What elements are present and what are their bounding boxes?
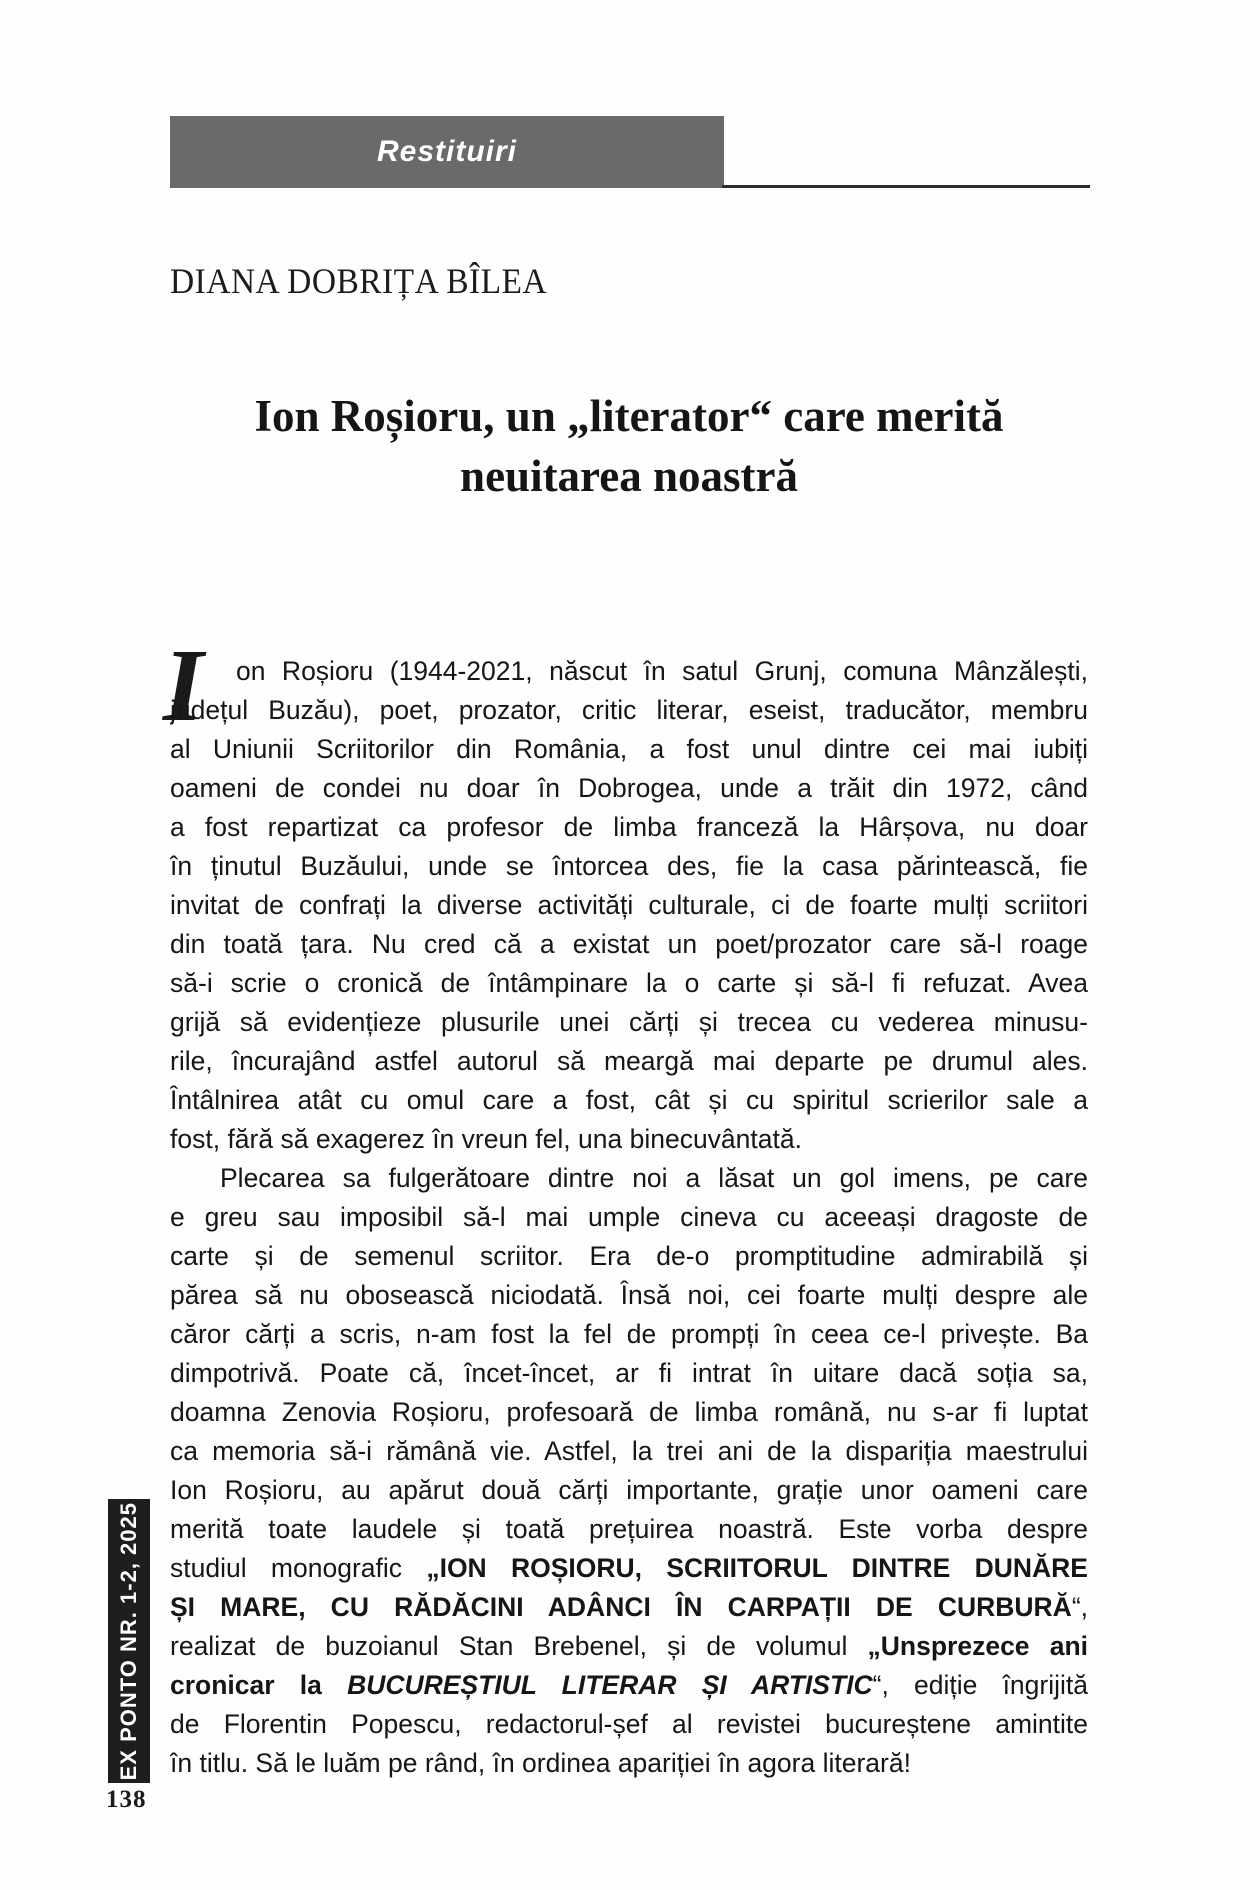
text-line: ca memoria să-i rămână vie. Astfel, la trei ani de la dispariția maestrului xyxy=(170,1436,1088,1466)
text-line: părea să nu obosească niciodată. Însă noi, cei foarte mulți despre ale xyxy=(170,1280,1088,1310)
text-line: grijă să evidențieze plusurile unei cărți și trecea cu vederea minusu- xyxy=(170,1007,1088,1037)
text-line: al Uniunii Scriitorilor din România, a fost unul dintre cei mai iubiți xyxy=(170,734,1088,764)
article-title-line1: Ion Roșioru, un „literator“ care merită xyxy=(254,391,1004,441)
text-line: căror cărți a scris, n-am fost la fel de prompți în ceea ce-l privește. Ba xyxy=(170,1319,1088,1349)
section-bar xyxy=(170,116,724,188)
text-line: în ținutul Buzăului, unde se întorcea des, fie la casa părintească, fie xyxy=(170,851,1088,881)
section-label: Restituiri xyxy=(376,135,518,168)
text-line: județul Buzău), poet, prozator, critic literar, eseist, traducător, membru xyxy=(170,695,1088,725)
text-line: doamna Zenovia Roșioru, profesoară de limba română, nu s-ar fi luptat xyxy=(170,1397,1088,1427)
text-line: de Florentin Popescu, redactorul-șef al revistei bucureștene amintite xyxy=(170,1709,1088,1739)
dropcap-initial: I xyxy=(163,628,204,743)
text-line: invitat de confrați la diverse activități culturale, ci de foarte mulți scriitori xyxy=(170,890,1088,920)
text-line: ȘI MARE, CU RĂDĂCINI ADÂNCI ÎN CARPAȚII DE CURBURĂ“, xyxy=(170,1592,1088,1622)
text-line: merită toate laudele și toată prețuirea noastră. Este vorba despre xyxy=(170,1514,1088,1544)
journal-sidebar-bar xyxy=(108,1499,150,1783)
text-line: Ion Roșioru, au apărut două cărți importante, grație unor oameni care xyxy=(170,1475,1088,1505)
text-line: dimpotrivă. Poate că, încet-încet, ar fi intrat în uitare dacă soția sa, xyxy=(170,1358,1088,1388)
text-line: Plecarea sa fulgerătoare dintre noi a lăsat un gol imens, pe care xyxy=(220,1163,1088,1193)
text-line: studiul monografic „ION ROȘIORU, SCRIITORUL DINTRE DUNĂRE xyxy=(170,1553,1088,1583)
page-number: 138 xyxy=(106,1786,147,1813)
text-line: on Roșioru (1944-2021, născut în satul Grunj, comuna Mânzălești, xyxy=(236,656,1088,686)
text-line: carte și de semenul scriitor. Era de-o promptitudine admirabilă și xyxy=(170,1241,1088,1271)
article-title xyxy=(170,386,1088,506)
text-line: Întâlnirea atât cu omul care a fost, cât și cu spiritul scrierilor sale a xyxy=(170,1085,1088,1115)
article-title-line2: neuitarea noastră xyxy=(460,451,798,501)
text-line: rile, încurajând astfel autorul să meargă mai departe pe drumul ales. xyxy=(170,1046,1088,1076)
text-line: e greu sau imposibil să-l mai umple cineva cu aceeași dragoste de xyxy=(170,1202,1088,1232)
text-line: oameni de condei nu doar în Dobrogea, unde a trăit din 1972, când xyxy=(170,773,1088,803)
text-line: realizat de buzoianul Stan Brebenel, și de volumul „Unsprezece ani xyxy=(170,1631,1088,1661)
journal-sidebar-label: EX PONTO NR. 1-2, 2025 xyxy=(116,1501,141,1781)
text-line: cronicar la BUCUREȘTIUL LITERAR ȘI ARTISTIC“, ediție îngrijită xyxy=(170,1670,1088,1700)
text-line: să-i scrie o cronică de întâmpinare la o carte și să-l fi refuzat. Avea xyxy=(170,968,1088,998)
text-line: a fost repartizat ca profesor de limba franceză la Hârșova, nu doar xyxy=(170,812,1088,842)
text-line: în titlu. Să le luăm pe rând, în ordinea apariției în agora literară! xyxy=(170,1748,911,1778)
article-body xyxy=(170,652,1088,1783)
text-line: din toată țara. Nu cred că a existat un poet/prozator care să-l roage xyxy=(170,929,1088,959)
text-line: fost, fără să exagerez în vreun fel, una binecuvântată. xyxy=(170,1124,802,1154)
header-rule xyxy=(722,185,1090,188)
author-name: DIANA DOBRIȚA BÎLEA xyxy=(170,261,548,301)
